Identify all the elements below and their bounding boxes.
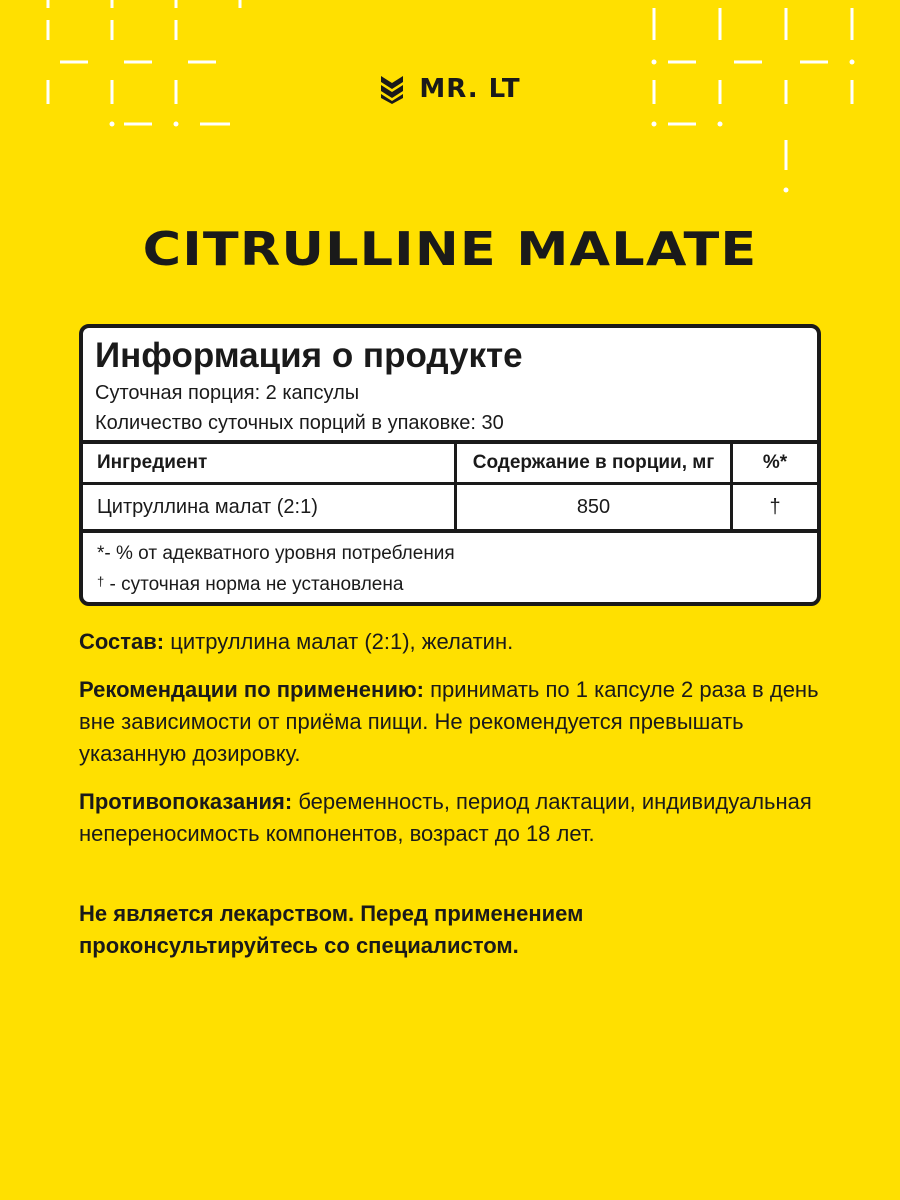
dagger-text: - суточная норма не установлена bbox=[104, 574, 404, 595]
card-title: Информация о продукте bbox=[95, 336, 523, 375]
brand-header bbox=[0, 74, 900, 104]
layers-logo-icon bbox=[379, 74, 405, 104]
header-ingredient: Ингредиент bbox=[83, 444, 457, 482]
usage-label: Рекомендации по применению: bbox=[79, 677, 424, 702]
table-row bbox=[83, 485, 817, 529]
table-footnotes bbox=[97, 540, 455, 599]
table-header-row bbox=[83, 444, 817, 485]
dagger-symbol: † bbox=[97, 574, 105, 589]
footnote-asterisk bbox=[97, 540, 455, 568]
ingredients-table bbox=[83, 440, 817, 533]
composition-text: цитруллина малат (2:1), желатин. bbox=[164, 629, 514, 654]
asterisk-text: - % от адекватного уровня потребления bbox=[104, 543, 455, 564]
composition-paragraph bbox=[79, 626, 824, 658]
disclaimer: Не является лекарством. Перед применением проконсультируйтесь со специалистом. bbox=[79, 901, 584, 958]
card-header bbox=[83, 328, 817, 436]
asterisk-symbol: * bbox=[97, 543, 105, 564]
product-title: CITRULLINE MALATE bbox=[142, 222, 758, 276]
cell-ingredient: Цитруллина малат (2:1) bbox=[83, 485, 457, 529]
servings-per-pack: Количество суточных порций в упаковке: 30 bbox=[95, 412, 504, 434]
contraindications-text: беременность, период лактации, индивидуальная непереносимость компонентов, возраст до 18 лет. bbox=[79, 789, 812, 846]
cell-amount: 850 bbox=[457, 485, 733, 529]
contraindications-label: Противопоказания: bbox=[79, 789, 293, 814]
daily-serving: Суточная порция: 2 капсулы bbox=[95, 382, 360, 404]
usage-text: принимать по 1 капсуле 2 раза в день вне зависимости от приёма пищи. Не рекомендуется превышать указанную дозировку. bbox=[79, 677, 819, 766]
product-info-card bbox=[79, 324, 821, 606]
footnote-dagger bbox=[97, 568, 455, 599]
cell-percent: † bbox=[769, 495, 781, 518]
header-percent: %* bbox=[762, 452, 788, 473]
usage-paragraph bbox=[79, 674, 824, 770]
composition-label: Состав: bbox=[79, 629, 165, 654]
header-amount: Содержание в порции, мг bbox=[457, 444, 733, 482]
contraindications-paragraph bbox=[79, 786, 824, 850]
brand-name: MR. LT bbox=[419, 74, 521, 104]
